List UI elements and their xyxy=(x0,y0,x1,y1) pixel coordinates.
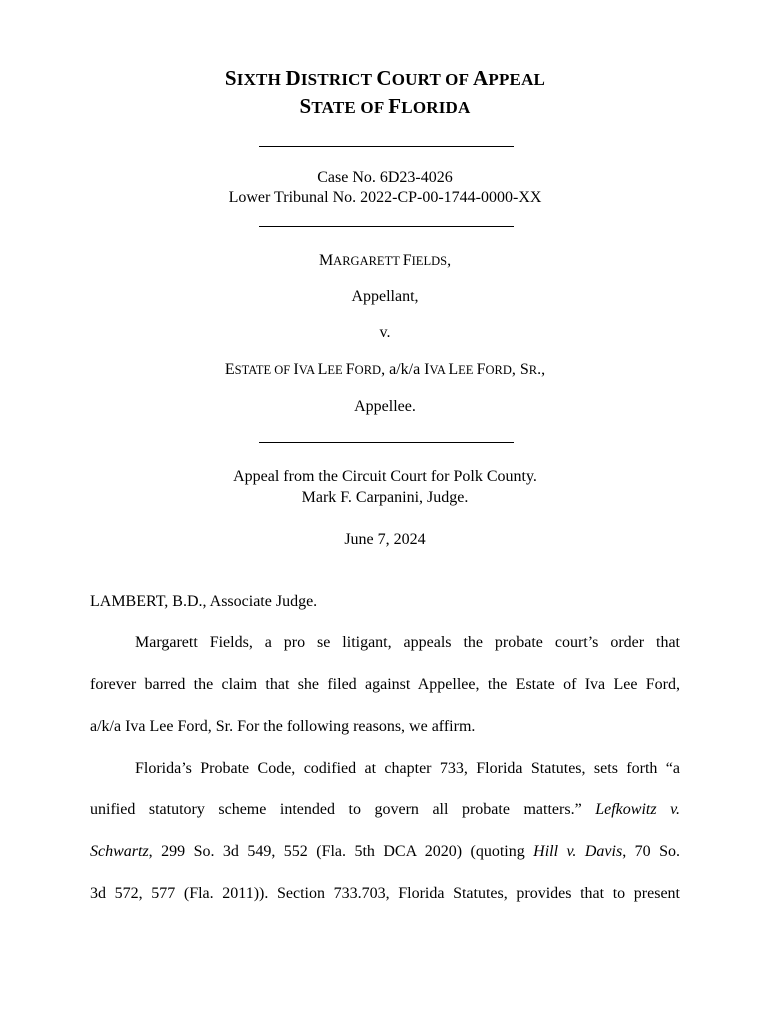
opinion-author: LAMBERT, B.D., Associate Judge. xyxy=(90,593,318,610)
appellee-name-part: I xyxy=(293,361,299,378)
paragraph-line: Florida’s Probate Code, codified at chapter 733, Florida Statutes, sets forth “a xyxy=(135,760,680,777)
case-citation: Lefkowitz v. xyxy=(595,801,681,818)
paragraph-line: Margarett Fields, a pro se litigant, appeals the probate court’s order that xyxy=(135,634,680,651)
court-state-part: LORIDA xyxy=(401,98,471,117)
paragraph-text: , 299 So. 3d 549, 552 (Fla. 5th DCA 2020) (quoting xyxy=(148,843,534,860)
paragraph-line: 3d 572, 577 (Fla. 2011)). Section 733.703, Florida Statutes, provides that to present xyxy=(90,885,680,902)
appellee-name-part: EE xyxy=(458,363,477,377)
appellee-name-part: , xyxy=(541,361,546,378)
appellee-name-part: VA xyxy=(298,363,318,377)
case-citation: Schwartz xyxy=(90,843,149,860)
paragraph-line: a/k/a Iva Lee Ford, Sr. For the following reasons, we affirm. xyxy=(90,718,476,735)
court-name-part: OURT OF xyxy=(391,70,473,89)
appellee-name xyxy=(0,361,770,379)
case-number: Case No. 6D23-4026 xyxy=(317,169,453,186)
court-state-part: TATE OF xyxy=(311,98,389,117)
appellee-name-part: STATE OF xyxy=(234,363,294,377)
appellant-name xyxy=(0,252,770,270)
appellee-name-part: L xyxy=(317,361,328,378)
appellee-name-part: S xyxy=(519,361,529,378)
court-state-part: S xyxy=(299,94,312,118)
court-name-part: PPEAL xyxy=(488,70,546,89)
appellant-name-part: ARGARETT xyxy=(333,254,403,268)
paragraph-text: , 70 So. xyxy=(622,843,680,860)
appellant-role: Appellant, xyxy=(351,288,419,305)
appellee-name-part: F xyxy=(345,361,355,378)
appellee-name-part: F xyxy=(476,361,486,378)
paragraph-line xyxy=(90,801,680,819)
appellee-name-part: , a/k/a xyxy=(381,361,425,378)
divider-rule xyxy=(259,442,514,443)
appellee-name-part: . xyxy=(537,361,542,378)
court-state-part: F xyxy=(388,94,402,118)
appellant-name-part: , xyxy=(447,252,452,269)
decision-date: June 7, 2024 xyxy=(344,531,426,548)
appellee-name-part: E xyxy=(224,361,235,378)
versus: v. xyxy=(379,324,391,341)
divider-rule xyxy=(259,226,514,227)
appellee-name-part: EE xyxy=(327,363,346,377)
court-name-part: A xyxy=(473,66,489,90)
appellee-name-part: , xyxy=(511,361,520,378)
lower-tribunal-number: Lower Tribunal No. 2022-CP-00-1744-0000-XX xyxy=(228,189,542,206)
appellant-name-part: F xyxy=(402,252,412,269)
paragraph-text: unified statutory scheme intended to govern all probate matters.” xyxy=(90,801,596,818)
court-name-part: C xyxy=(376,66,392,90)
appellee-name-part: VA xyxy=(429,363,449,377)
court-name-part: ISTRICT xyxy=(300,70,377,89)
court-name xyxy=(0,66,770,91)
court-name-part: S xyxy=(224,66,237,90)
court-name-part: D xyxy=(285,66,301,90)
appeal-origin: Appeal from the Circuit Court for Polk County. xyxy=(233,468,537,485)
court-state xyxy=(0,94,770,119)
court-name-part: IXTH xyxy=(236,70,286,89)
appellee-name-part: L xyxy=(448,361,459,378)
appellee-name-part: R xyxy=(528,363,538,377)
appellee-name-part: ORD xyxy=(354,363,382,377)
paragraph-line: forever barred the claim that she filed against Appellee, the Estate of Iva Lee Ford, xyxy=(90,676,680,693)
divider-rule xyxy=(259,146,514,147)
appellant-name-part: M xyxy=(318,252,334,269)
appellee-role: Appellee. xyxy=(354,398,416,415)
paragraph-line xyxy=(90,843,680,861)
appellee-name-part: ORD xyxy=(485,363,512,377)
case-citation: Hill v. Davis xyxy=(533,843,623,860)
appellee-name-part: I xyxy=(424,361,430,378)
trial-judge: Mark F. Carpanini, Judge. xyxy=(301,489,469,506)
appellant-name-part: IELDS xyxy=(411,254,448,268)
